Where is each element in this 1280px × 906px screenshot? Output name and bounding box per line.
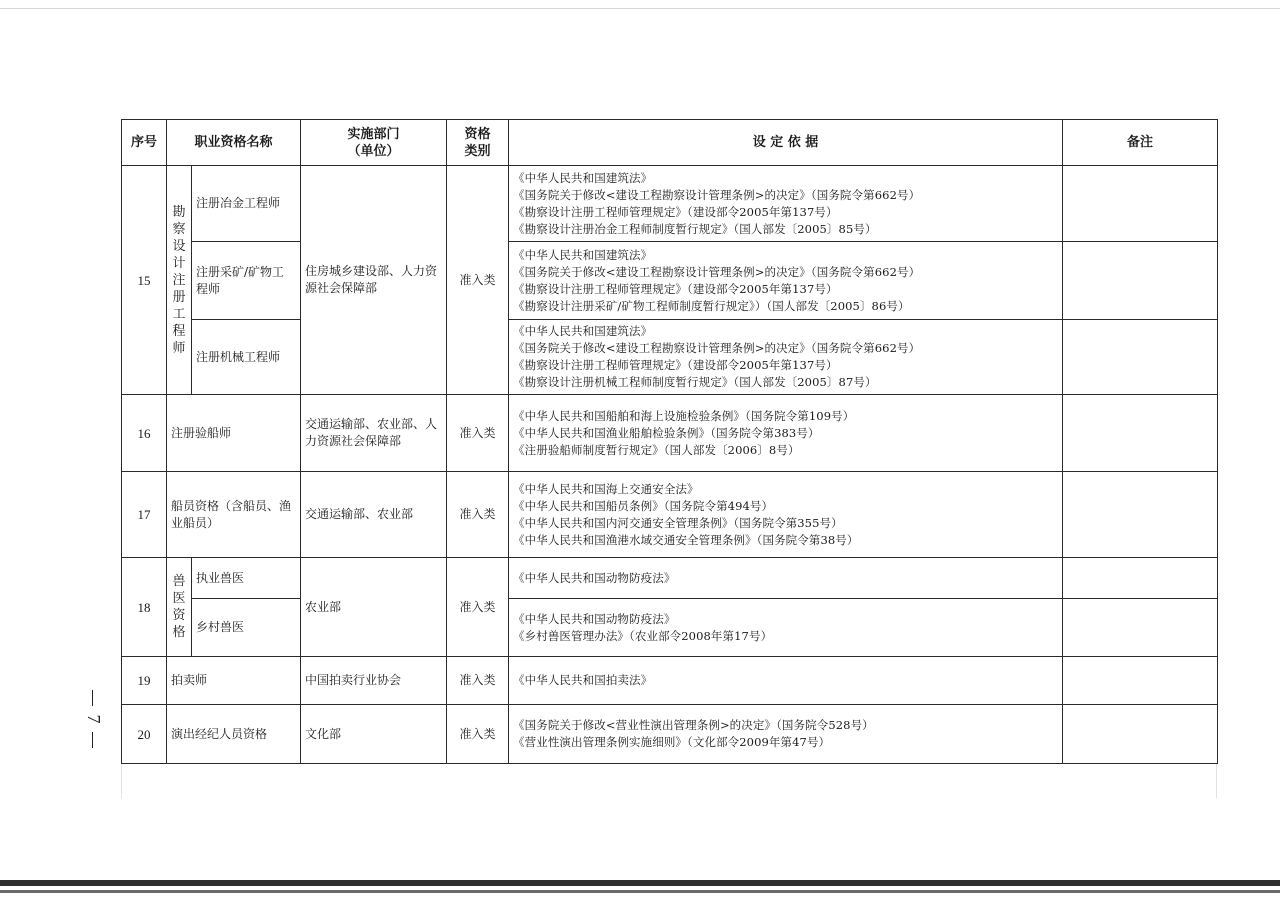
row-basis [509, 705, 1063, 764]
row-name: 注册验船师 [167, 395, 301, 472]
group-char: 师 [172, 340, 186, 356]
basis-line: 《中华人民共和国建筑法》 [513, 170, 653, 185]
group-name-vertical [167, 558, 192, 657]
row-dept: 交通运输部、农业部 [301, 472, 447, 558]
row-note [1063, 395, 1218, 472]
row-seq: 20 [122, 705, 167, 764]
basis-line: 《乡村兽医管理办法》（农业部令2008年第17号） [513, 628, 773, 643]
table-row [122, 472, 1218, 558]
table-row [122, 166, 1218, 242]
basis-line: 《勘察设计注册采矿/矿物工程师制度暂行规定》）（国人部发〔2005〕86号） [513, 298, 910, 313]
group-char: 察 [172, 221, 186, 237]
basis-line: 《勘察设计注册工程师管理规定》（建设部令2005年第137号） [513, 281, 838, 296]
basis-line: 《国务院关于修改<建设工程勘察设计管理条例>的决定》（国务院令第662号） [513, 264, 921, 279]
row-seq: 17 [122, 472, 167, 558]
table-tail-faint [121, 764, 1217, 798]
basis-line: 《勘察设计注册工程师管理规定》（建设部令2005年第137号） [513, 358, 838, 372]
table-row [122, 657, 1218, 705]
basis-line: 《勘察设计注册机械工程师制度暂行规定》（国人部发〔2005〕87号） [513, 375, 877, 389]
row-dept: 农业部 [301, 558, 447, 657]
row-basis [509, 166, 1063, 242]
table-row [122, 320, 1218, 395]
header-type: 资格 类别 [447, 120, 509, 166]
sub-name: 乡村兽医 [192, 599, 301, 657]
group-name-vertical [167, 166, 192, 395]
header-seq: 序号 [122, 120, 167, 166]
sub-name: 执业兽医 [192, 558, 301, 599]
row-basis [509, 242, 1063, 320]
row-basis [509, 657, 1063, 705]
basis-line: 《营业性演出管理条例实施细则》（文化部令2009年第47号） [513, 735, 831, 749]
row-type: 准入类 [447, 558, 509, 657]
basis-line: 《勘察设计注册冶金工程师制度暂行规定》（国人部发〔2005〕85号） [513, 221, 877, 236]
row-note [1063, 599, 1218, 657]
basis-line: 《国务院关于修改<建设工程勘察设计管理条例>的决定》（国务院令第662号） [513, 187, 921, 202]
header-dept: 实施部门 （单位） [301, 120, 447, 166]
basis-line: 《中华人民共和国拍卖法》 [513, 673, 653, 687]
header-note: 备注 [1063, 120, 1218, 166]
basis-line: 《中华人民共和国渔港水域交通安全管理条例》（国务院令第38号） [513, 532, 859, 547]
group-char: 注 [172, 272, 186, 288]
group-char: 医 [172, 591, 186, 606]
row-note [1063, 320, 1218, 395]
row-note [1063, 166, 1218, 242]
row-note [1063, 558, 1218, 599]
row-seq: 16 [122, 395, 167, 472]
table-row [122, 705, 1218, 764]
group-char: 计 [172, 255, 186, 271]
row-basis [509, 599, 1063, 657]
row-type: 准入类 [447, 472, 509, 558]
table-header-row [122, 120, 1218, 166]
row-type: 准入类 [447, 166, 509, 395]
group-char: 格 [172, 625, 186, 640]
row-name: 拍卖师 [167, 657, 301, 705]
group-char: 资 [172, 608, 186, 623]
row-seq: 19 [122, 657, 167, 705]
table-row [122, 558, 1218, 599]
group-char: 设 [172, 238, 186, 254]
group-char: 勘 [172, 204, 186, 220]
row-note [1063, 472, 1218, 558]
row-basis [509, 320, 1063, 395]
table-row [122, 599, 1218, 657]
row-dept: 文化部 [301, 705, 447, 764]
row-basis [509, 395, 1063, 472]
basis-line: 《国务院关于修改<建设工程勘察设计管理条例>的决定》（国务院令第662号） [513, 341, 921, 355]
row-note [1063, 705, 1218, 764]
basis-line: 《中华人民共和国船舶和海上设施检验条例》（国务院令第109号） [513, 408, 855, 423]
basis-line: 《中华人民共和国渔业船舶检验条例》（国务院令第383号） [513, 425, 820, 440]
basis-line: 《勘察设计注册工程师管理规定》（建设部令2005年第137号） [513, 204, 838, 219]
row-name: 演出经纪人员资格 [167, 705, 301, 764]
page-number-text: 7 [84, 714, 104, 724]
row-note [1063, 242, 1218, 320]
basis-line: 《中华人民共和国海上交通安全法》 [513, 481, 699, 496]
page-edge [0, 8, 1280, 9]
row-type: 准入类 [447, 657, 509, 705]
group-char: 程 [172, 323, 186, 339]
row-type: 准入类 [447, 705, 509, 764]
page-number-dash [92, 732, 93, 748]
group-char: 册 [172, 289, 186, 305]
basis-line: 《注册验船师制度暂行规定》（国人部发〔2006〕8号） [513, 442, 800, 457]
basis-line: 《中华人民共和国船员条例》（国务院令第494号） [513, 498, 774, 513]
table-row [122, 242, 1218, 320]
page-bottom-edge [0, 880, 1280, 906]
row-basis [509, 472, 1063, 558]
row-seq: 18 [122, 558, 167, 657]
basis-line: 《中华人民共和国动物防疫法》 [513, 570, 676, 585]
basis-line: 《中华人民共和国建筑法》 [513, 324, 653, 338]
page-number-dash [92, 690, 93, 706]
row-seq: 15 [122, 166, 167, 395]
row-type: 准入类 [447, 395, 509, 472]
sub-name: 注册冶金工程师 [192, 166, 301, 242]
basis-line: 《中华人民共和国动物防疫法》 [513, 611, 676, 626]
header-basis: 设 定 依 据 [509, 120, 1063, 166]
row-note [1063, 657, 1218, 705]
row-dept: 交通运输部、农业部、人力资源社会保障部 [301, 395, 447, 472]
sub-name: 注册机械工程师 [192, 320, 301, 395]
row-name: 船员资格（含船员、渔业船员） [167, 472, 301, 558]
group-char: 工 [172, 306, 186, 322]
sub-name: 注册采矿/矿物工程师 [192, 242, 301, 320]
row-dept: 住房城乡建设部、人力资源社会保障部 [301, 166, 447, 395]
row-basis [509, 558, 1063, 599]
page-number [82, 690, 102, 760]
row-dept: 中国拍卖行业协会 [301, 657, 447, 705]
basis-line: 《中华人民共和国建筑法》 [513, 247, 653, 262]
basis-line: 《国务院关于修改<营业性演出管理条例>的决定》（国务院令528号） [513, 718, 874, 732]
basis-line: 《中华人民共和国内河交通安全管理条例》（国务院令第355号） [513, 515, 843, 530]
header-name: 职业资格名称 [167, 120, 301, 166]
group-char: 兽 [172, 574, 186, 589]
table-row [122, 395, 1218, 472]
qualification-table [121, 119, 1218, 764]
